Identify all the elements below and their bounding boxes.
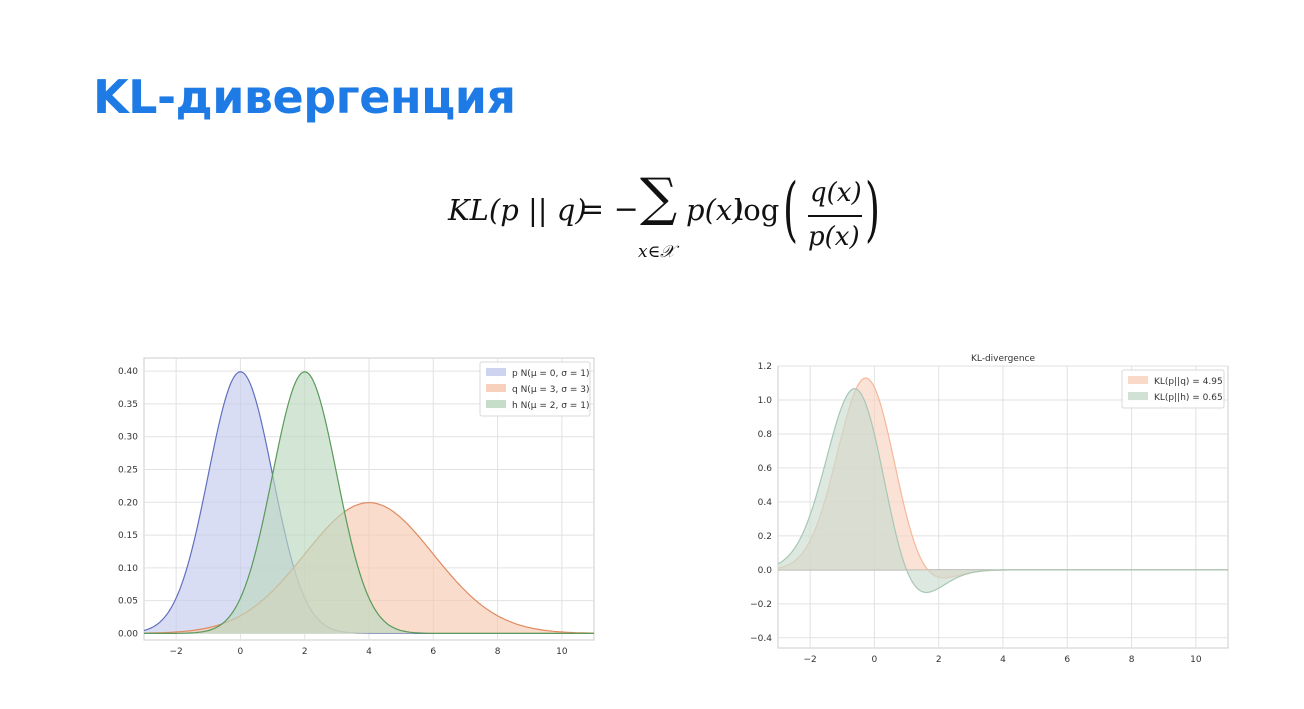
slide-title: KL-дивергенция	[93, 70, 516, 124]
x-tick-label: 8	[1128, 655, 1135, 665]
y-tick-label: 0.0	[757, 565, 772, 576]
formula-left-paren: (	[783, 168, 799, 250]
legend-label-2: KL(p||h) = 0.65	[1154, 393, 1223, 403]
x-tick-label: 6	[430, 647, 437, 657]
y-tick-label: 0.40	[117, 367, 138, 378]
formula-lhs: KL(p || q)	[448, 193, 587, 227]
kl-divergence-chart	[740, 348, 1240, 668]
formula-sum-symbol: ∑	[640, 168, 678, 228]
formula-px: p(x)	[686, 193, 744, 227]
legend-swatch-1	[1128, 376, 1148, 384]
y-tick-label: 0.30	[117, 432, 138, 443]
formula-fraction-bar	[808, 215, 862, 217]
y-tick-label: 0.15	[117, 531, 138, 542]
x-tick-label: 4	[1000, 655, 1006, 665]
formula-numerator: q(x)	[810, 178, 862, 208]
y-tick-label: 0.00	[117, 629, 138, 640]
x-tick-label: 6	[1064, 655, 1071, 665]
y-tick-label: 0.25	[117, 465, 138, 476]
y-tick-label: −0.2	[750, 599, 772, 610]
formula-right-paren: )	[865, 168, 881, 250]
y-tick-label: 0.8	[757, 429, 772, 440]
legend-label-3: h N(μ = 2, σ = 1)	[512, 401, 590, 411]
y-tick-label: 1.2	[757, 362, 772, 372]
y-tick-label: −0.4	[750, 633, 772, 644]
y-tick-label: 0.4	[757, 497, 772, 508]
y-tick-label: 0.6	[757, 463, 772, 474]
y-tick-label: 0.2	[757, 531, 772, 542]
formula-sum-subscript: x∈𝒳	[638, 242, 675, 262]
legend-swatch-2	[1128, 392, 1148, 400]
normal-distributions-chart	[100, 350, 610, 665]
x-tick-label: 2	[301, 647, 308, 657]
legend-swatch-2	[486, 384, 506, 392]
legend-swatch-1	[486, 368, 506, 376]
x-tick-label: −2	[169, 647, 183, 657]
x-tick-label: −2	[803, 655, 817, 665]
x-tick-label: 10	[1190, 655, 1202, 665]
y-tick-label: 0.35	[117, 399, 138, 410]
chart-title: KL-divergence	[970, 354, 1036, 364]
legend-label-1: KL(p||q) = 4.95	[1154, 377, 1223, 387]
y-tick-label: 0.10	[117, 563, 138, 574]
formula-equals: = −	[579, 192, 639, 227]
legend-label-2: q N(μ = 3, σ = 3)	[512, 385, 590, 395]
formula-denominator: p(x)	[808, 222, 860, 252]
x-tick-label: 4	[366, 647, 372, 657]
legend-swatch-3	[486, 400, 506, 408]
kl-formula	[448, 170, 898, 280]
x-tick-label: 10	[556, 647, 568, 657]
x-tick-label: 0	[871, 655, 878, 665]
y-tick-label: 0.20	[117, 498, 138, 509]
formula-log: log	[734, 193, 780, 227]
x-tick-label: 8	[494, 647, 501, 657]
x-tick-label: 0	[237, 647, 244, 657]
x-tick-label: 2	[935, 655, 942, 665]
legend-label-1: p N(μ = 0, σ = 1)	[512, 369, 590, 379]
y-tick-label: 1.0	[757, 395, 772, 406]
y-tick-label: 0.05	[117, 596, 138, 607]
